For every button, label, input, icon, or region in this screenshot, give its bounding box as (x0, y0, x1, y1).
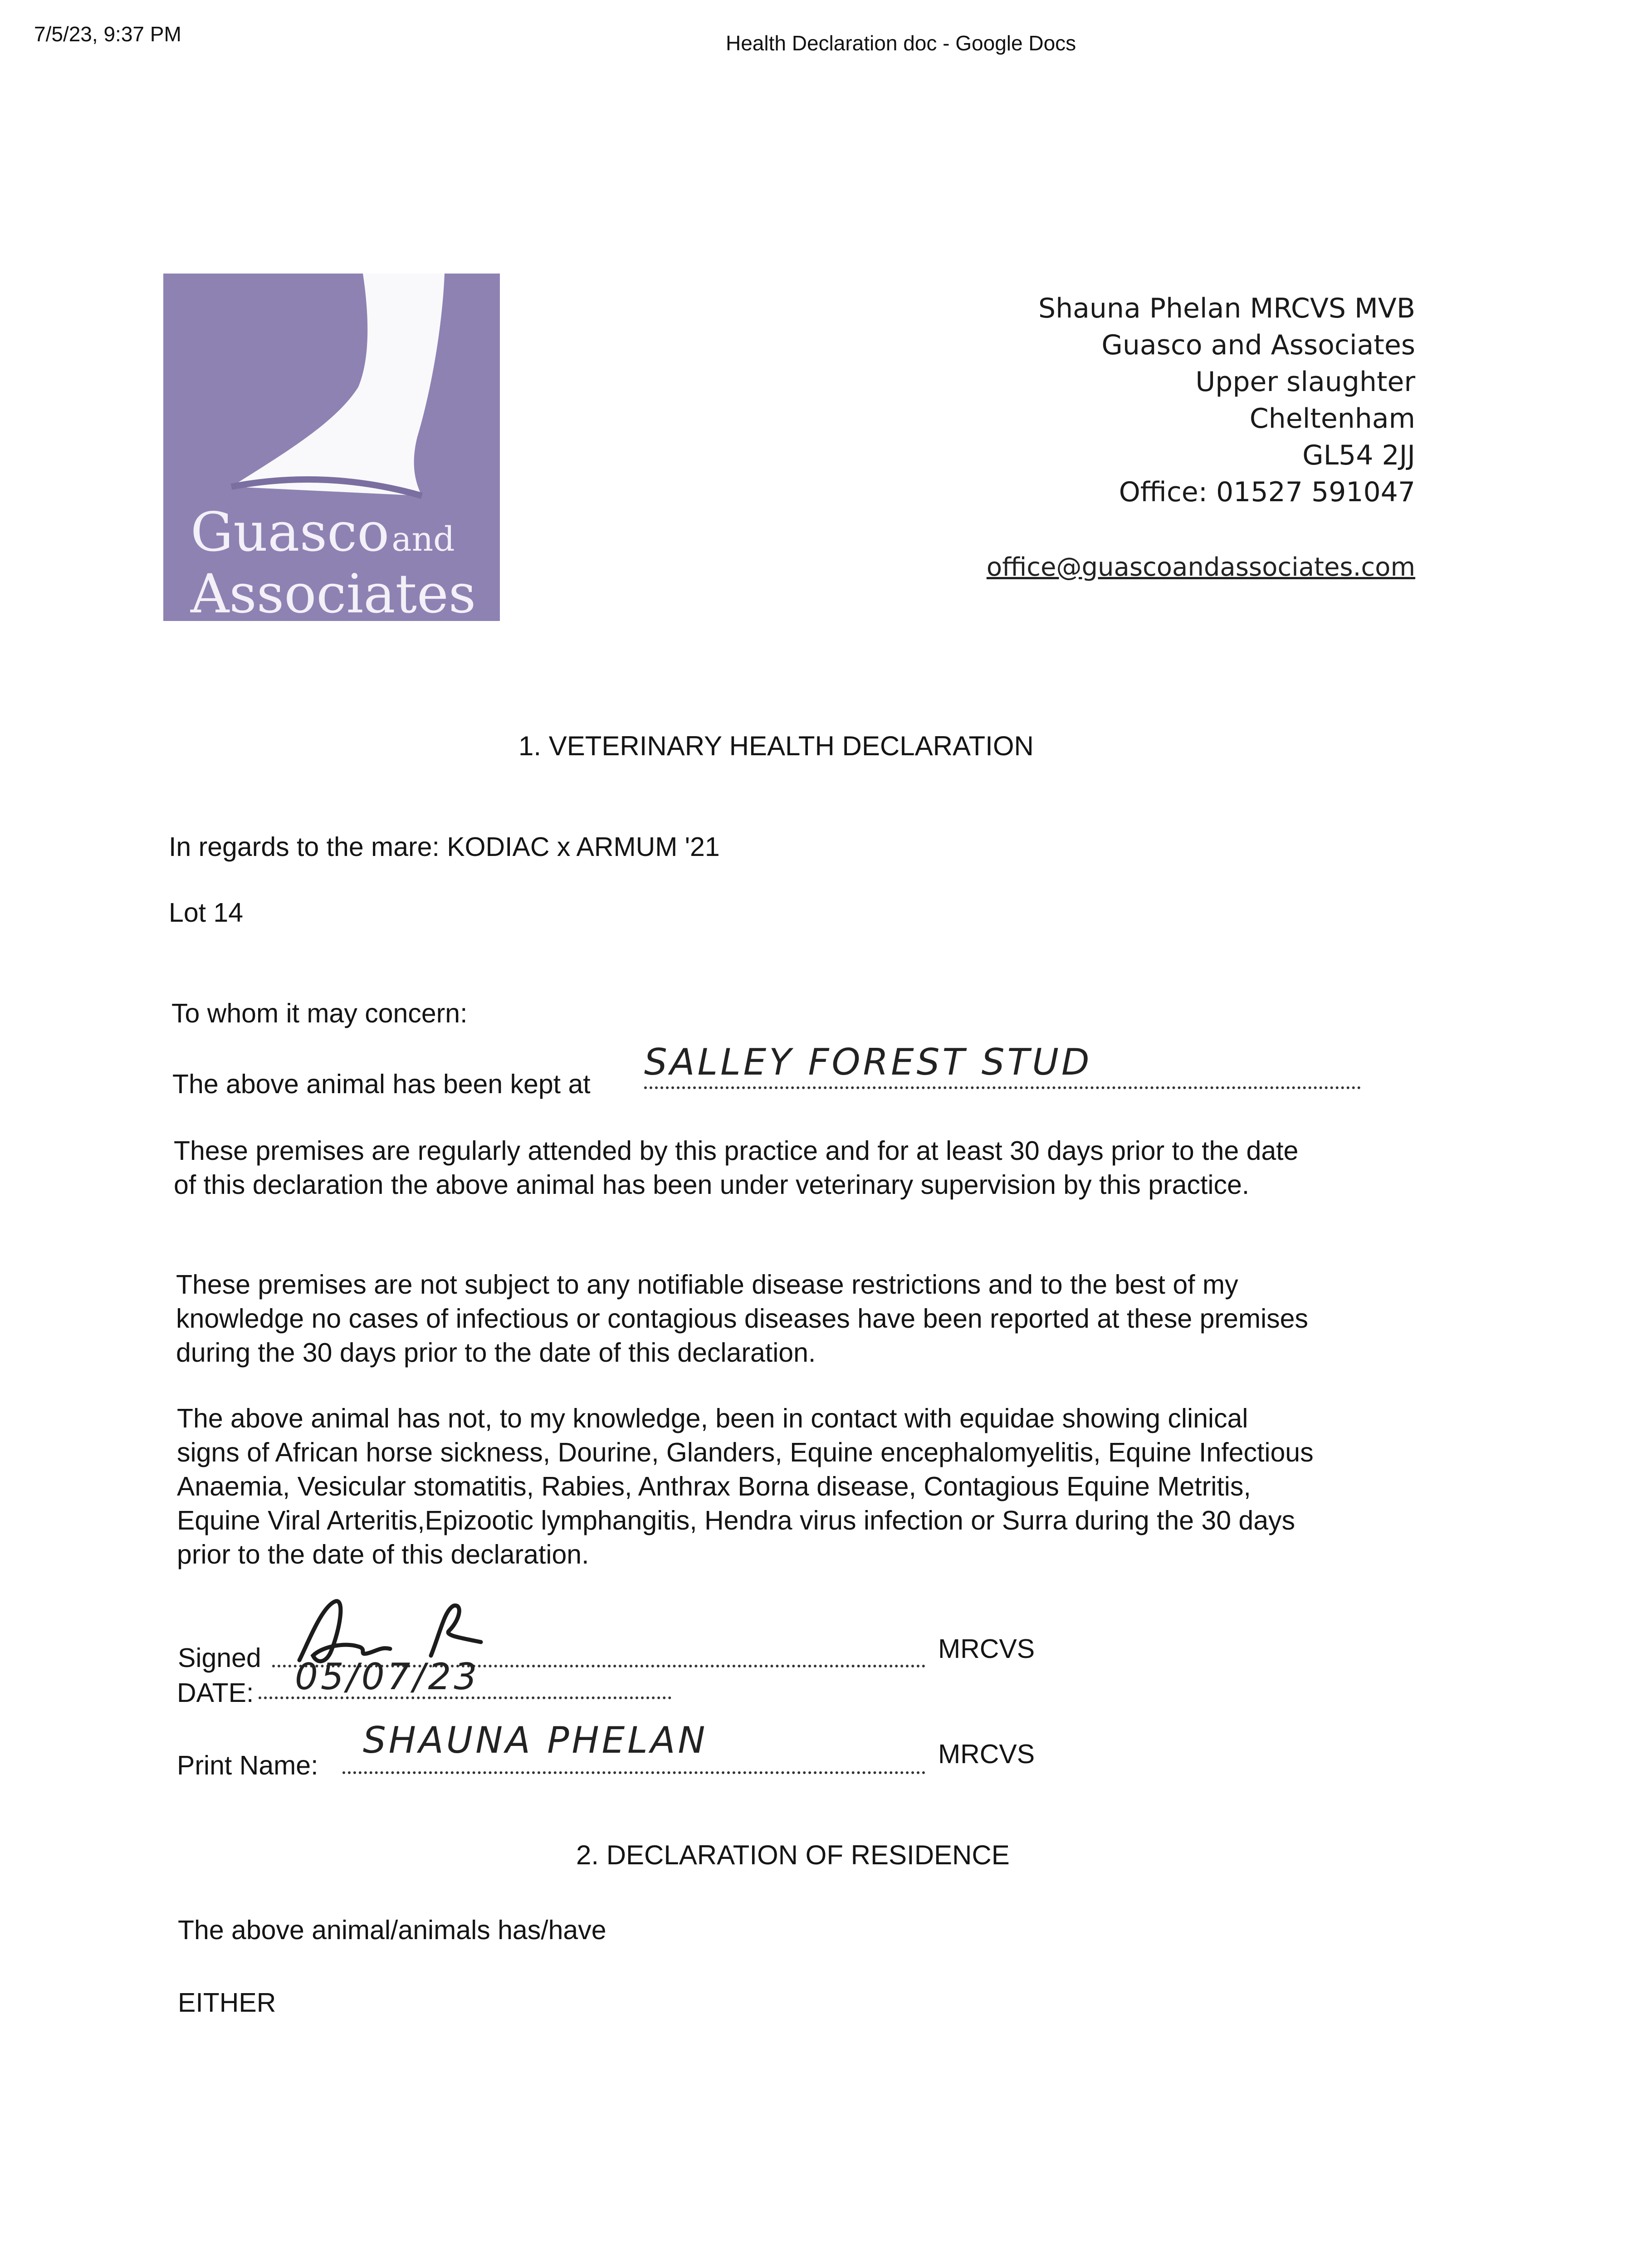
section1-title: 1. VETERINARY HEALTH DECLARATION (518, 731, 1034, 761)
signed-label: Signed (178, 1643, 261, 1673)
signed-mrcvs: MRCVS (938, 1634, 1035, 1664)
address-line: GL54 2JJ (1302, 440, 1415, 471)
print-name-handwritten: SHAUNA PHELAN (363, 1719, 708, 1761)
date-label: DATE: (177, 1678, 254, 1708)
mare-line: In regards to the mare: KODIAC x ARMUM '21 (169, 832, 720, 862)
paragraph-line: of this declaration the above animal has been under veterinary supervision by this practice. (174, 1170, 1250, 1200)
paragraph-line: knowledge no cases of infectious or contagious diseases have been reported at these premises (176, 1304, 1308, 1334)
section2-title: 2. DECLARATION OF RESIDENCE (576, 1840, 1010, 1870)
paragraph-line: These premises are not subject to any notifiable disease restrictions and to the best of my (176, 1270, 1238, 1300)
print-timestamp: 7/5/23, 9:37 PM (34, 22, 181, 46)
paragraph-1 (174, 1134, 1298, 1202)
address-line: Office: 01527 591047 (1119, 476, 1415, 508)
logo-line2: Associates (191, 562, 476, 621)
logo-line1: Guasco (191, 501, 390, 563)
logo-and: and (391, 520, 455, 559)
company-logo (163, 274, 500, 621)
address-line: Upper slaughter (1195, 366, 1415, 398)
salutation: To whom it may concern: (171, 998, 468, 1028)
address-line: Shauna Phelan MRCVS MVB (1038, 293, 1415, 324)
print-doc-title: Health Declaration doc - Google Docs (726, 31, 1076, 55)
paragraph-line: These premises are regularly attended by this practice and for at least 30 days prior to the date (174, 1136, 1299, 1166)
print-name-label: Print Name: (177, 1750, 318, 1780)
date-handwritten: 05/07/23 (295, 1656, 480, 1698)
paragraph-line: during the 30 days prior to the date of this declaration. (176, 1338, 816, 1368)
address-block (1038, 290, 1415, 511)
paragraph-line: prior to the date of this declaration. (177, 1540, 589, 1569)
email-link[interactable]: office@guascoandassociates.com (986, 552, 1415, 582)
paragraph-line: Anaemia, Vesicular stomatitis, Rabies, Anthrax Borna disease, Contagious Equine Metritis, (177, 1471, 1251, 1501)
section2-line1: The above animal/animals has/have (178, 1915, 606, 1945)
kept-at-handwritten: SALLEY FOREST STUD (644, 1041, 1092, 1083)
paragraph-line: Equine Viral Arteritis,Epizootic lymphangitis, Hendra virus infection or Surra during the 30 days (177, 1505, 1296, 1535)
address-line: Guasco and Associates (1101, 329, 1415, 361)
lot-line: Lot 14 (169, 898, 244, 928)
paragraph-2 (176, 1268, 1308, 1370)
print-name-mrcvs: MRCVS (938, 1739, 1035, 1769)
paragraph-line: signs of African horse sickness, Dourine, Glanders, Equine encephalomyelitis, Equine Infectious (177, 1437, 1314, 1467)
logo-wordmark (191, 501, 476, 621)
kept-at-label: The above animal has been kept at (172, 1069, 591, 1099)
paragraph-3 (177, 1402, 1314, 1572)
kept-at-line (172, 1067, 591, 1101)
section2-line2: EITHER (178, 1988, 276, 2018)
paragraph-line: The above animal has not, to my knowledge, been in contact with equidae showing clinical (177, 1403, 1248, 1433)
address-line: Cheltenham (1249, 403, 1415, 435)
